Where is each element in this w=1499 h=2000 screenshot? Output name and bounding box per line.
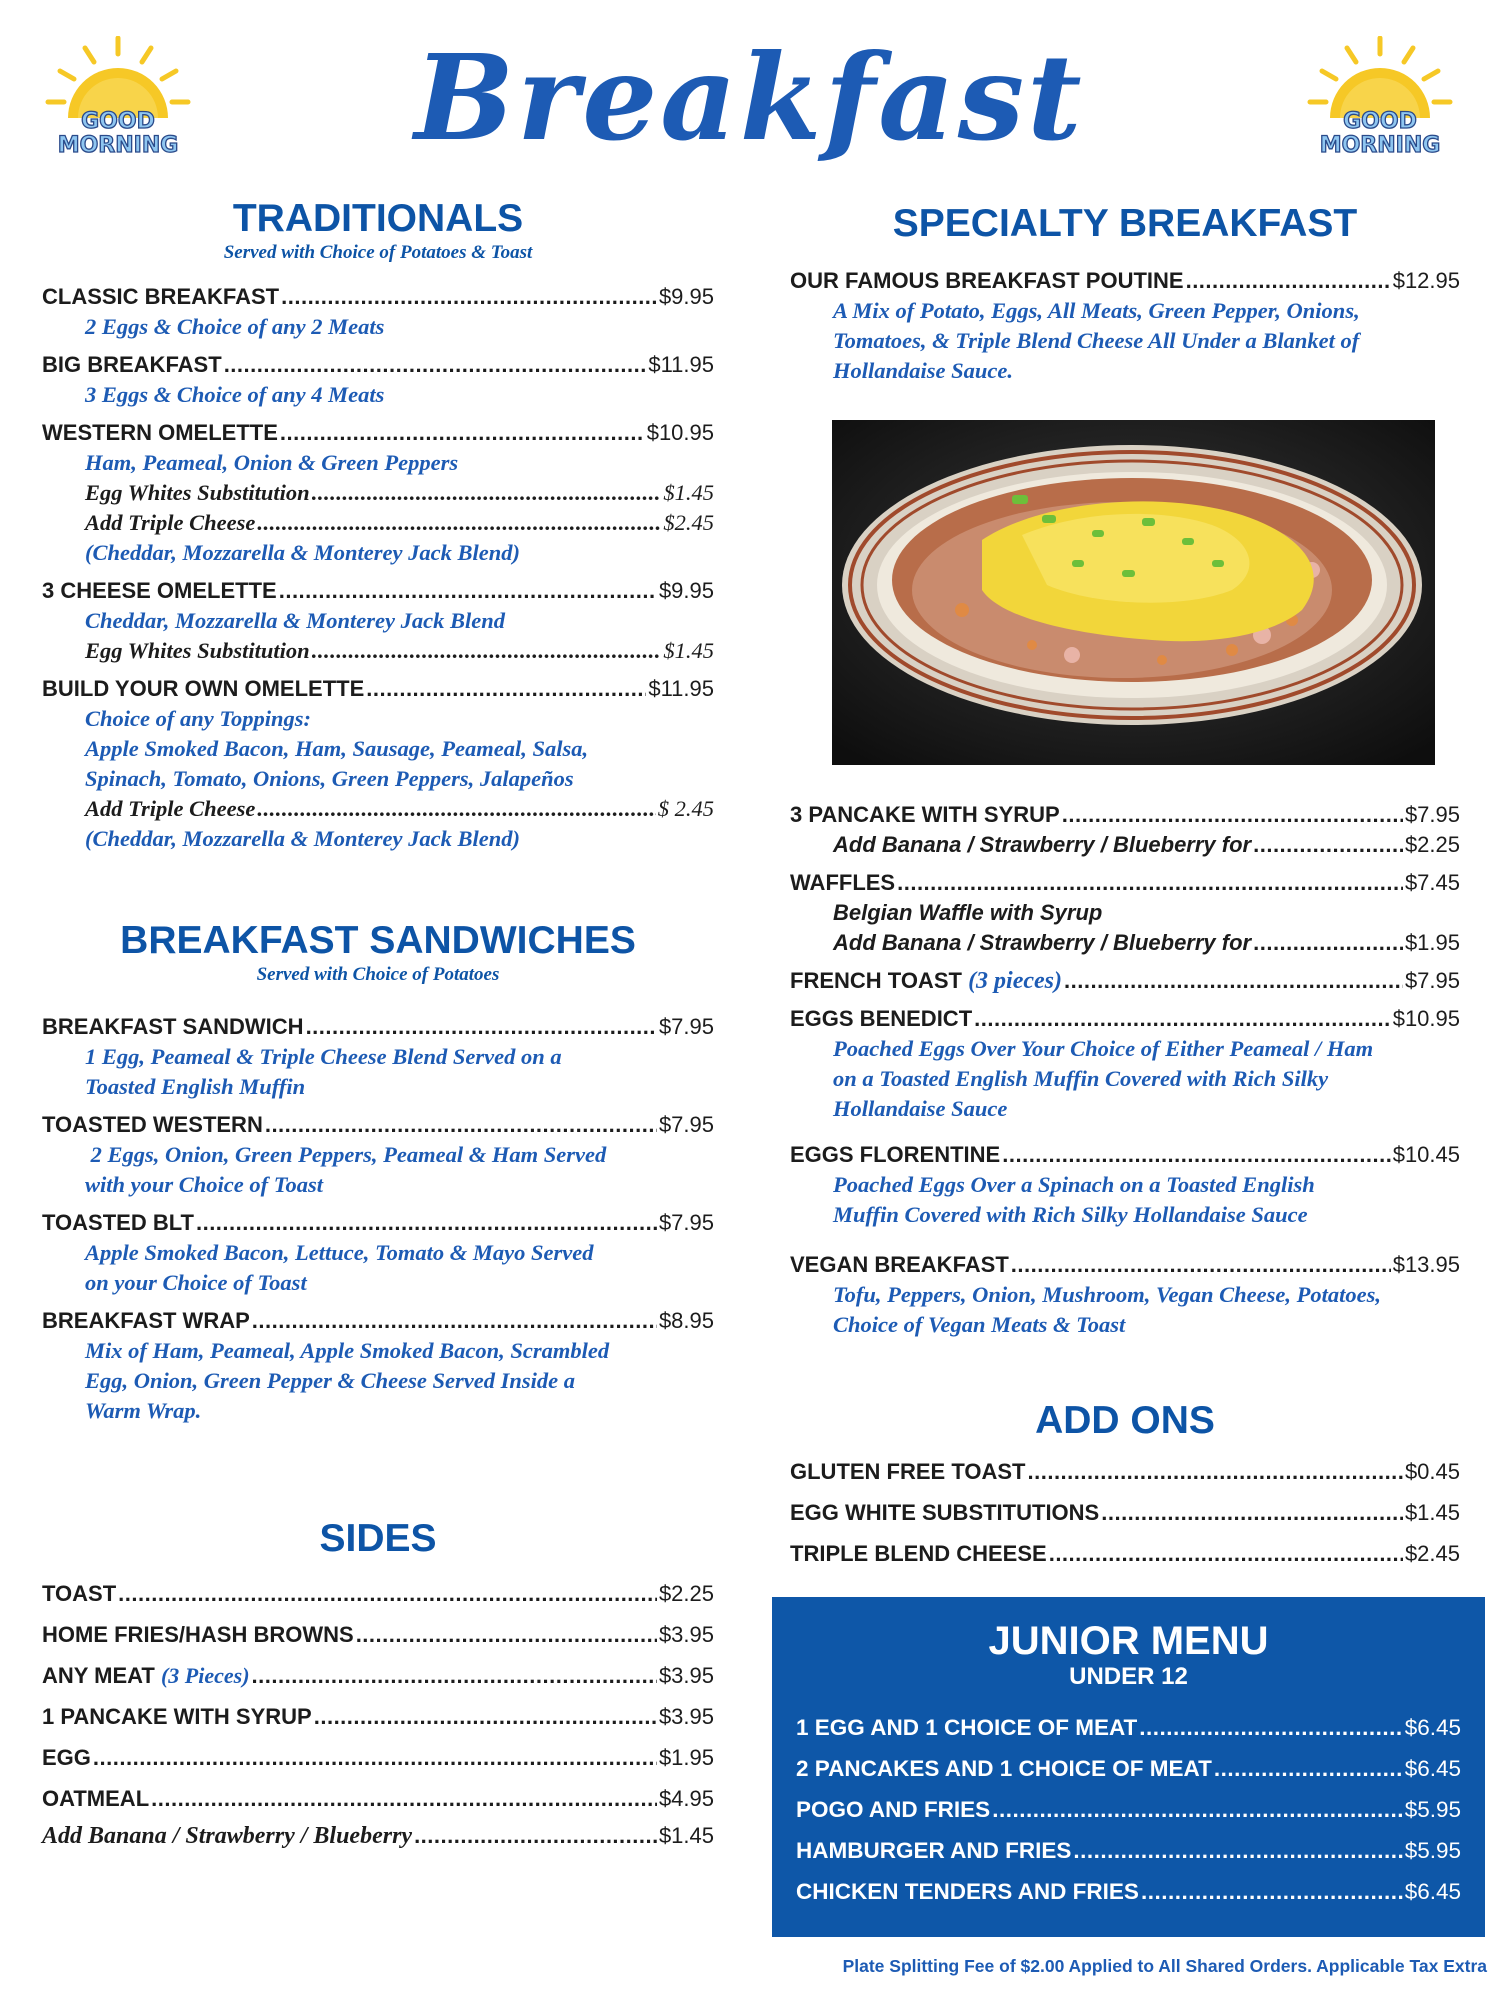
menu-item — [42, 1208, 714, 1298]
section-subtitle: Served with Choice of Potatoes & Toast — [223, 241, 533, 263]
item-name: TRIPLE BLEND CHEESE — [790, 1540, 1047, 1566]
item-name: 1 EGG AND 1 CHOICE OF MEAT — [796, 1715, 1138, 1740]
addon-item — [790, 1533, 1460, 1574]
junior-item — [796, 1871, 1461, 1912]
side-item — [42, 1737, 714, 1778]
item-description: Poached Eggs Over a Spinach on a Toasted English — [833, 1172, 1315, 1197]
item-description: Poached Eggs Over Your Choice of Either Peameal / Ham — [833, 1036, 1374, 1061]
item-price: $6.45 — [1404, 1715, 1461, 1740]
sandwiches-section — [42, 920, 714, 1426]
item-description: Choice of Vegan Meats & Toast — [833, 1312, 1126, 1337]
item-price: $13.95 — [1392, 1252, 1460, 1277]
item-price: $9.95 — [658, 577, 714, 603]
junior-item — [796, 1789, 1461, 1830]
side-item — [42, 1614, 714, 1655]
item-description: Warm Wrap. — [85, 1397, 202, 1423]
side-item — [42, 1819, 714, 1853]
page-title: Breakfast — [414, 28, 1085, 167]
item-name: FRENCH TOAST — [790, 968, 962, 993]
item-name: TOAST — [42, 1580, 117, 1606]
item-price: $2.25 — [658, 1580, 714, 1606]
item-price: $10.95 — [646, 419, 714, 445]
section-subtitle: Served with Choice of Potatoes — [256, 963, 500, 985]
item-name: BREAKFAST WRAP — [42, 1307, 250, 1333]
logo-text-good: GOOD — [1343, 109, 1417, 134]
menu-item — [790, 1250, 1460, 1340]
item-note: (Cheddar, Mozzarella & Monterey Jack Blend) — [85, 539, 521, 565]
item-name: TOASTED WESTERN — [42, 1111, 263, 1137]
item-pieces: (3 pieces) — [968, 968, 1063, 994]
side-item — [42, 1655, 714, 1696]
logo-text-morning: MORNING — [57, 133, 179, 158]
item-price: $3.95 — [658, 1621, 714, 1647]
item-price: $11.95 — [648, 675, 714, 701]
item-description: 2 Eggs, Onion, Green Peppers, Peameal & Ham Served — [85, 1141, 607, 1167]
item-description: Tofu, Peppers, Onion, Mushroom, Vegan Cheese, Potatoes, — [833, 1282, 1381, 1307]
item-pieces: (3 Pieces) — [160, 1662, 250, 1688]
item-price: $7.95 — [1404, 802, 1460, 827]
item-description: Belgian Waffle with Syrup — [833, 900, 1103, 925]
item-name: BREAKFAST SANDWICH — [42, 1013, 304, 1039]
section-heading: SPECIALTY BREAKFAST — [892, 202, 1358, 245]
item-description: 1 Egg, Peameal & Triple Cheese Blend Served on a — [85, 1043, 562, 1069]
option-name: Egg Whites Substitution — [85, 479, 310, 505]
option-price: $2.25 — [1404, 832, 1460, 857]
item-description: 2 Eggs & Choice of any 2 Meats — [85, 313, 385, 339]
section-heading: JUNIOR MENU — [988, 1619, 1269, 1663]
option-price: $1.45 — [663, 479, 714, 505]
item-price: $12.95 — [1392, 267, 1460, 293]
item-name: BUILD YOUR OWN OMELETTE — [42, 675, 365, 701]
item-price: $0.45 — [1404, 1458, 1460, 1484]
item-description: A Mix of Potato, Eggs, All Meats, Green Pepper, Onions, — [833, 297, 1360, 323]
item-name: TOASTED BLT — [42, 1209, 194, 1235]
option-price: $2.45 — [663, 509, 714, 535]
menu-item — [42, 418, 714, 568]
menu-item — [790, 266, 1460, 386]
item-name: 1 PANCAKE WITH SYRUP — [42, 1703, 312, 1729]
good-morning-logo-left — [38, 36, 198, 176]
item-description: Toasted English Muffin — [85, 1073, 306, 1099]
item-name: POGO AND FRIES — [796, 1797, 991, 1822]
item-name: EGGS FLORENTINE — [790, 1142, 1001, 1167]
specialty-section — [790, 203, 1460, 386]
good-morning-logo-right — [1300, 36, 1460, 176]
item-description: Apple Smoked Bacon, Ham, Sausage, Peameal, Salsa, — [85, 735, 589, 761]
junior-item — [796, 1830, 1461, 1871]
item-price: $7.95 — [658, 1209, 714, 1235]
menu-item — [790, 800, 1460, 860]
option-price: $ 2.45 — [657, 795, 714, 821]
item-description: Egg, Onion, Green Pepper & Cheese Served Inside a — [85, 1367, 575, 1393]
logo-text-good: GOOD — [81, 109, 155, 134]
option-price: $1.95 — [1404, 930, 1460, 955]
item-name: WAFFLES — [790, 870, 896, 895]
menu-item — [42, 1306, 714, 1426]
menu-item — [42, 576, 714, 666]
junior-item — [796, 1748, 1461, 1789]
item-name: VEGAN BREAKFAST — [790, 1252, 1009, 1277]
item-price: $1.45 — [1404, 1499, 1460, 1525]
item-name: CLASSIC BREAKFAST — [42, 283, 280, 309]
item-name: OATMEAL — [42, 1785, 150, 1811]
item-price: $8.95 — [658, 1307, 714, 1333]
menu-item — [790, 1004, 1460, 1124]
item-price: $7.95 — [658, 1111, 714, 1137]
item-price: $2.45 — [1404, 1540, 1460, 1566]
item-name: HAMBURGER AND FRIES — [796, 1838, 1072, 1863]
section-heading: TRADITIONALS — [232, 197, 524, 240]
menu-item — [42, 1110, 714, 1200]
item-description: Mix of Ham, Peameal, Apple Smoked Bacon, Scrambled — [85, 1337, 610, 1363]
specialty-items — [790, 800, 1460, 1340]
item-description: Spinach, Tomato, Onions, Green Peppers, Jalapeños — [85, 765, 574, 791]
item-price: $6.45 — [1404, 1879, 1461, 1904]
section-heading: ADD ONS — [1035, 1399, 1215, 1442]
item-name: OUR FAMOUS BREAKFAST POUTINE — [790, 267, 1184, 293]
item-name: HOME FRIES/HASH BROWNS — [42, 1621, 354, 1647]
item-note: (Cheddar, Mozzarella & Monterey Jack Blend) — [85, 825, 521, 851]
addon-item — [790, 1451, 1460, 1492]
menu-item — [42, 1012, 714, 1102]
item-description: on your Choice of Toast — [85, 1269, 307, 1295]
menu-item — [790, 868, 1460, 958]
option-price: $1.45 — [663, 637, 714, 663]
section-heading: BREAKFAST SANDWICHES — [120, 919, 636, 962]
addons-section — [790, 1400, 1460, 1574]
sun-icon — [48, 38, 188, 118]
item-price: $7.95 — [658, 1013, 714, 1039]
item-name: CHICKEN TENDERS AND FRIES — [796, 1879, 1139, 1904]
item-name: WESTERN OMELETTE — [42, 419, 278, 445]
option-name: Add Triple Cheese — [85, 795, 256, 821]
menu-item — [42, 350, 714, 410]
item-price: $6.45 — [1404, 1756, 1461, 1781]
item-price: $4.95 — [658, 1785, 714, 1811]
junior-menu-box — [772, 1597, 1485, 1937]
junior-item — [796, 1707, 1461, 1748]
item-price: $1.95 — [658, 1744, 714, 1770]
item-price: $1.45 — [658, 1822, 714, 1848]
item-price: $9.95 — [658, 283, 714, 309]
item-price: $3.95 — [658, 1662, 714, 1688]
item-price: $7.95 — [1404, 968, 1460, 993]
option-name: Add Banana / Strawberry / Blueberry for — [833, 832, 1252, 857]
item-name: 3 CHEESE OMELETTE — [42, 577, 277, 603]
item-price: $10.95 — [1392, 1006, 1460, 1031]
footer-note: Plate Splitting Fee of $2.00 Applied to All Shared Orders. Applicable Tax Extra — [842, 1956, 1487, 1976]
sun-icon — [1310, 38, 1450, 118]
item-price: $10.45 — [1392, 1142, 1460, 1167]
side-item — [42, 1573, 714, 1614]
item-name: EGG WHITE SUBSTITUTIONS — [790, 1499, 1100, 1525]
item-price: $3.95 — [658, 1703, 714, 1729]
side-item — [42, 1778, 714, 1819]
side-item — [42, 1696, 714, 1737]
item-name: EGG — [42, 1744, 91, 1770]
item-price: $5.95 — [1404, 1797, 1461, 1822]
item-description: Apple Smoked Bacon, Lettuce, Tomato & Mayo Served — [85, 1239, 594, 1265]
sides-section — [42, 1518, 714, 1853]
item-name: Add Banana / Strawberry / Blueberry — [42, 1822, 413, 1849]
option-name: Egg Whites Substitution — [85, 637, 310, 663]
item-name: EGGS BENEDICT — [790, 1006, 973, 1031]
item-name: GLUTEN FREE TOAST — [790, 1458, 1026, 1484]
option-name: Add Triple Cheese — [85, 509, 256, 535]
item-price: $7.45 — [1404, 870, 1460, 895]
section-subtitle: UNDER 12 — [1069, 1663, 1188, 1690]
item-name: 2 PANCAKES AND 1 CHOICE OF MEAT — [796, 1756, 1212, 1781]
item-description: Hollandaise Sauce — [833, 1096, 1008, 1121]
addon-item — [790, 1492, 1460, 1533]
item-name: BIG BREAKFAST — [42, 351, 222, 377]
item-price: $5.95 — [1404, 1838, 1461, 1863]
item-description: Tomatoes, & Triple Blend Cheese All Under a Blanket of — [833, 327, 1360, 353]
item-description: Cheddar, Mozzarella & Monterey Jack Blend — [85, 607, 506, 633]
item-description: with your Choice of Toast — [85, 1171, 323, 1197]
item-description: on a Toasted English Muffin Covered with Rich Silky — [833, 1066, 1329, 1091]
item-name: 3 PANCAKE WITH SYRUP — [790, 802, 1060, 827]
option-name: Add Banana / Strawberry / Blueberry for — [833, 930, 1252, 955]
item-description: Muffin Covered with Rich Silky Hollandaise Sauce — [833, 1202, 1308, 1227]
item-description: Ham, Peameal, Onion & Green Peppers — [85, 449, 459, 475]
poutine-photo — [832, 420, 1435, 765]
item-name: ANY MEAT — [42, 1662, 155, 1688]
item-description: 3 Eggs & Choice of any 4 Meats — [85, 381, 385, 407]
menu-item — [790, 1140, 1460, 1230]
menu-item — [42, 674, 714, 854]
section-heading: SIDES — [319, 1517, 437, 1560]
logo-text-morning: MORNING — [1319, 133, 1441, 158]
item-price: $11.95 — [648, 351, 714, 377]
item-description: Choice of any Toppings: — [85, 705, 312, 731]
traditionals-section — [42, 198, 714, 854]
item-description: Hollandaise Sauce. — [833, 357, 1014, 383]
menu-item — [790, 966, 1460, 996]
menu-item — [42, 282, 714, 342]
